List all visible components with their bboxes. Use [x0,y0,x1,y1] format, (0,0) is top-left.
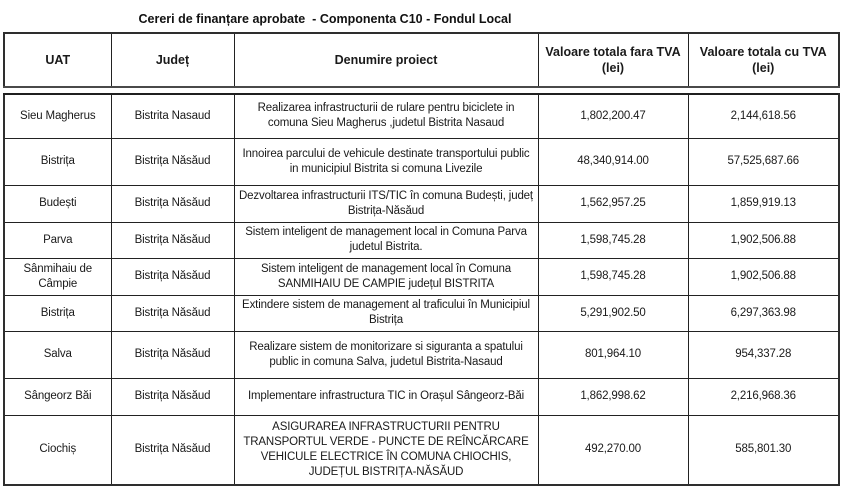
page-title: Cereri de finanțare aprobate - Componenta C10 - Fondul Local [138,12,512,26]
cell-uat: Bistrița [4,295,111,331]
table-row [4,222,839,258]
cell-cu-tva: 2,216,968.36 [688,378,839,415]
column-header-judet: Județ [111,33,234,87]
cell-proiect: Innoirea parcului de vehicule destinate transportului public in municipiul Bistrita si comuna Livezile [234,138,538,185]
cell-proiect: Extindere sistem de management al traficului în Municipiul Bistrița [234,295,538,331]
cell-fara-tva: 48,340,914.00 [538,138,688,185]
table-row [4,415,839,485]
cell-fara-tva: 1,802,200.47 [538,94,688,138]
cell-uat: Bistrița [4,138,111,185]
cell-judet: Bistrița Năsăud [111,138,234,185]
cell-judet: Bistrița Năsăud [111,378,234,415]
cell-cu-tva: 2,144,618.56 [688,94,839,138]
cell-uat: Sângeorz Băi [4,378,111,415]
cell-proiect: Dezvoltarea infrastructurii ITS/TIC în comuna Budești, județ Bistrița-Năsăud [234,185,538,222]
table-row [4,138,839,185]
cell-cu-tva: 6,297,363.98 [688,295,839,331]
cell-cu-tva: 585,801.30 [688,415,839,485]
cell-proiect: Implementare infrastructura TIC in Orașul Sângeorz-Băi [234,378,538,415]
cell-fara-tva: 492,270.00 [538,415,688,485]
cell-judet: Bistrița Năsăud [111,295,234,331]
table-body [4,94,839,485]
table-row [4,94,839,138]
header-row [4,33,839,87]
cell-fara-tva: 1,598,745.28 [538,222,688,258]
cell-proiect: Realizarea infrastructurii de rulare pentru biciclete in comuna Sieu Magherus ,judetul Bistrita Nasaud [234,94,538,138]
cell-uat: Sieu Magherus [4,94,111,138]
cell-cu-tva: 1,859,919.13 [688,185,839,222]
table-row [4,331,839,378]
cell-uat: Sânmihaiu de Câmpie [4,258,111,295]
cell-cu-tva: 57,525,687.66 [688,138,839,185]
column-header-cu-tva: Valoare totala cu TVA (lei) [688,33,839,87]
cell-fara-tva: 801,964.10 [538,331,688,378]
column-header-uat: UAT [4,33,111,87]
cell-uat: Parva [4,222,111,258]
cell-fara-tva: 5,291,902.50 [538,295,688,331]
column-header-fara-tva: Valoare totala fara TVA (lei) [538,33,688,87]
cell-uat: Budești [4,185,111,222]
cell-judet: Bistrita Nasaud [111,94,234,138]
cell-judet: Bistrița Năsăud [111,222,234,258]
cell-proiect: Sistem inteligent de management local in Comuna Parva judetul Bistrita. [234,222,538,258]
cell-fara-tva: 1,862,998.62 [538,378,688,415]
cell-judet: Bistrița Năsăud [111,185,234,222]
column-header-proiect: Denumire proiect [234,33,538,87]
cell-judet: Bistrița Năsăud [111,415,234,485]
cell-fara-tva: 1,562,957.25 [538,185,688,222]
data-table [3,93,840,486]
table-row [4,378,839,415]
cell-proiect: Sistem inteligent de management local în Comuna SANMIHAIU DE CAMPIE județul BISTRITA [234,258,538,295]
cell-uat: Ciochiș [4,415,111,485]
cell-uat: Salva [4,331,111,378]
cell-cu-tva: 1,902,506.88 [688,222,839,258]
cell-judet: Bistrița Năsăud [111,331,234,378]
cell-fara-tva: 1,598,745.28 [538,258,688,295]
table-header [3,32,840,88]
cell-proiect: ASIGURAREA INFRASTRUCTURII PENTRU TRANSPORTUL VERDE - PUNCTE DE REÎNCĂRCARE VEHICULE ELECTRICE ÎN COMUNA CHIOCHIS, JUDEȚUL BISTRIȚA-NĂSĂUD [234,415,538,485]
cell-cu-tva: 954,337.28 [688,331,839,378]
cell-proiect: Realizare sistem de monitorizare si siguranta a spatului public in comuna Salva, judetul Bistrita-Nasaud [234,331,538,378]
table-row [4,185,839,222]
cell-judet: Bistrița Năsăud [111,258,234,295]
cell-cu-tva: 1,902,506.88 [688,258,839,295]
table-row [4,295,839,331]
table-row [4,258,839,295]
